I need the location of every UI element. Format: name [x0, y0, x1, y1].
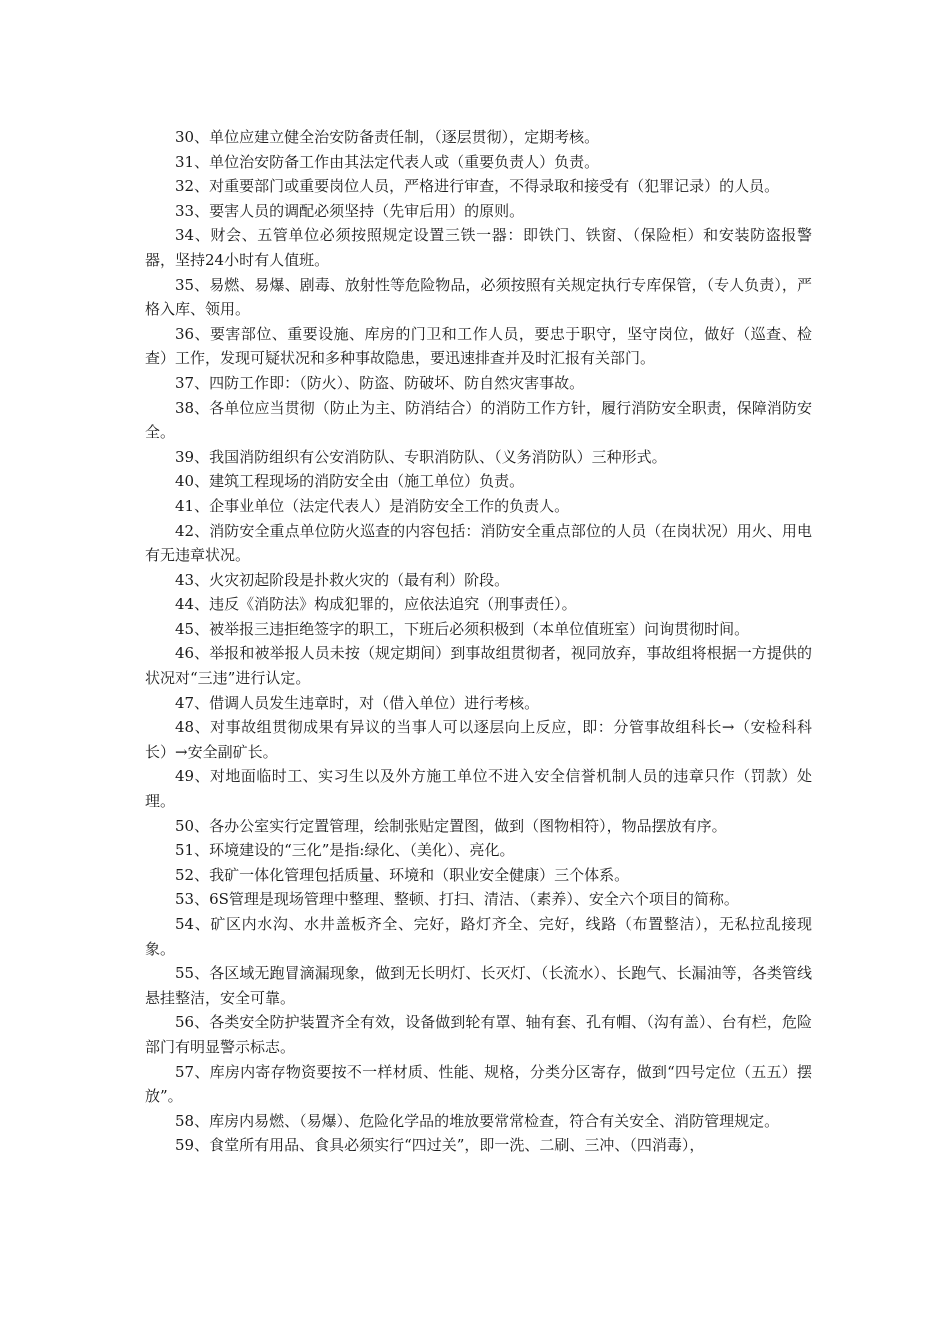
paragraph-34: 34、财会、五管单位必须按照规定设置三铁一器：即铁门、铁窗、（保险柜）和安装防盗报警器，坚持24小时有人值班。	[145, 226, 812, 269]
document-body	[145, 125, 812, 1158]
paragraph-49: 49、对地面临时工、实习生以及外方施工单位不进入安全信誉机制人员的违章只作（罚款）处理。	[145, 767, 812, 811]
paragraph-33: 33、要害人员的调配必须坚持（先审后用）的原则。	[175, 201, 525, 220]
paragraph-43: 43、火灾初起阶段是扑救火灾的（最有利）阶段。	[175, 570, 510, 589]
paragraph-47: 47、借调人员发生违章时，对（借入单位）进行考核。	[175, 693, 540, 712]
paragraph-38: 38、各单位应当贯彻（防止为主、防消结合）的消防工作方针，履行消防安全职责，保障消防安全。	[145, 398, 812, 442]
paragraph-52: 52、我矿一体化管理包括质量、环境和（职业安全健康）三个体系。	[175, 865, 630, 884]
paragraph-31: 31、单位治安防备工作由其法定代表人或（重要负责人）负责。	[175, 152, 600, 171]
paragraph-37: 37、四防工作即：（防火）、防盗、防破坏、防自然灾害事故。	[175, 373, 585, 392]
paragraph-32: 32、对重要部门或重要岗位人员，严格进行审查，不得录取和接受有（犯罪记录）的人员。	[175, 177, 780, 196]
paragraph-44: 44、违反《消防法》构成犯罪的，应依法追究（刑事责任）。	[175, 595, 577, 614]
paragraph-45: 45、被举报三违拒绝签字的职工，下班后必须积极到（本单位值班室）问询贯彻时间。	[175, 619, 750, 638]
paragraph-57: 57、库房内寄存物资要按不一样材质、性能、规格，分类分区寄存，做到“四号定位（五五）摆放”。	[145, 1062, 812, 1106]
paragraph-53: 53、6S管理是现场管理中整理、整顿、打扫、清洁、（素养）、安全六个项目的简称。	[175, 890, 739, 909]
paragraph-39: 39、我国消防组织有公安消防队、专职消防队、（义务消防队）三种形式。	[175, 447, 667, 466]
paragraph-58: 58、库房内易燃、（易爆）、危险化学品的堆放要常常检查，符合有关安全、消防管理规定。	[175, 1111, 780, 1130]
paragraph-42: 42、消防安全重点单位防火巡查的内容包括：消防安全重点部位的人员（在岗状况）用火、用电有无违章状况。	[145, 521, 812, 565]
paragraph-51: 51、环境建设的“三化”是指:绿化、（美化）、亮化。	[175, 841, 515, 860]
paragraph-56: 56、各类安全防护装置齐全有效，设备做到轮有罩、轴有套、孔有帽、（沟有盖）、台有栏，危险部门有明显警示标志。	[145, 1013, 812, 1056]
paragraph-54: 54、矿区内水沟、水井盖板齐全、完好，路灯齐全、完好，线路（布置整洁），无私拉乱接现象。	[145, 915, 812, 958]
paragraph-30: 30、单位应建立健全治安防备责任制，（逐层贯彻），定期考核。	[175, 128, 600, 146]
paragraph-40: 40、建筑工程现场的消防安全由（施工单位）负责。	[175, 472, 525, 491]
paragraph-35: 35、易燃、易爆、剧毒、放射性等危险物品，必须按照有关规定执行专库保管，（专人负责），严格入库、领用。	[145, 275, 812, 319]
paragraph-41: 41、企事业单位（法定代表人）是消防安全工作的负责人。	[175, 496, 570, 515]
paragraph-59: 59、食堂所有用品、食具必须实行“四过关”，即一洗、二刷、三冲、（四消毒），	[175, 1136, 705, 1155]
paragraph-36: 36、要害部位、重要设施、库房的门卫和工作人员，要忠于职守，坚守岗位，做好（巡查、检查）工作，发现可疑状况和多种事故隐患，要迅速排查并及时汇报有关部门。	[145, 324, 812, 368]
paragraph-48: 48、对事故组贯彻成果有异议的当事人可以逐层向上反应，即：分管事故组科长→（安检科科长）→安全副矿长。	[145, 718, 812, 761]
paragraph-50: 50、各办公室实行定置管理，绘制张贴定置图，做到（图物相符），物品摆放有序。	[175, 816, 727, 835]
paragraph-55: 55、各区域无跑冒滴漏现象，做到无长明灯、长灭灯、（长流水）、长跑气、长漏油等，各类管线悬挂整洁，安全可靠。	[145, 964, 812, 1007]
paragraph-46: 46、举报和被举报人员未按（规定期间）到事故组贯彻者，视同放弃，事故组将根据一方提供的状况对“三违”进行认定。	[145, 644, 812, 688]
